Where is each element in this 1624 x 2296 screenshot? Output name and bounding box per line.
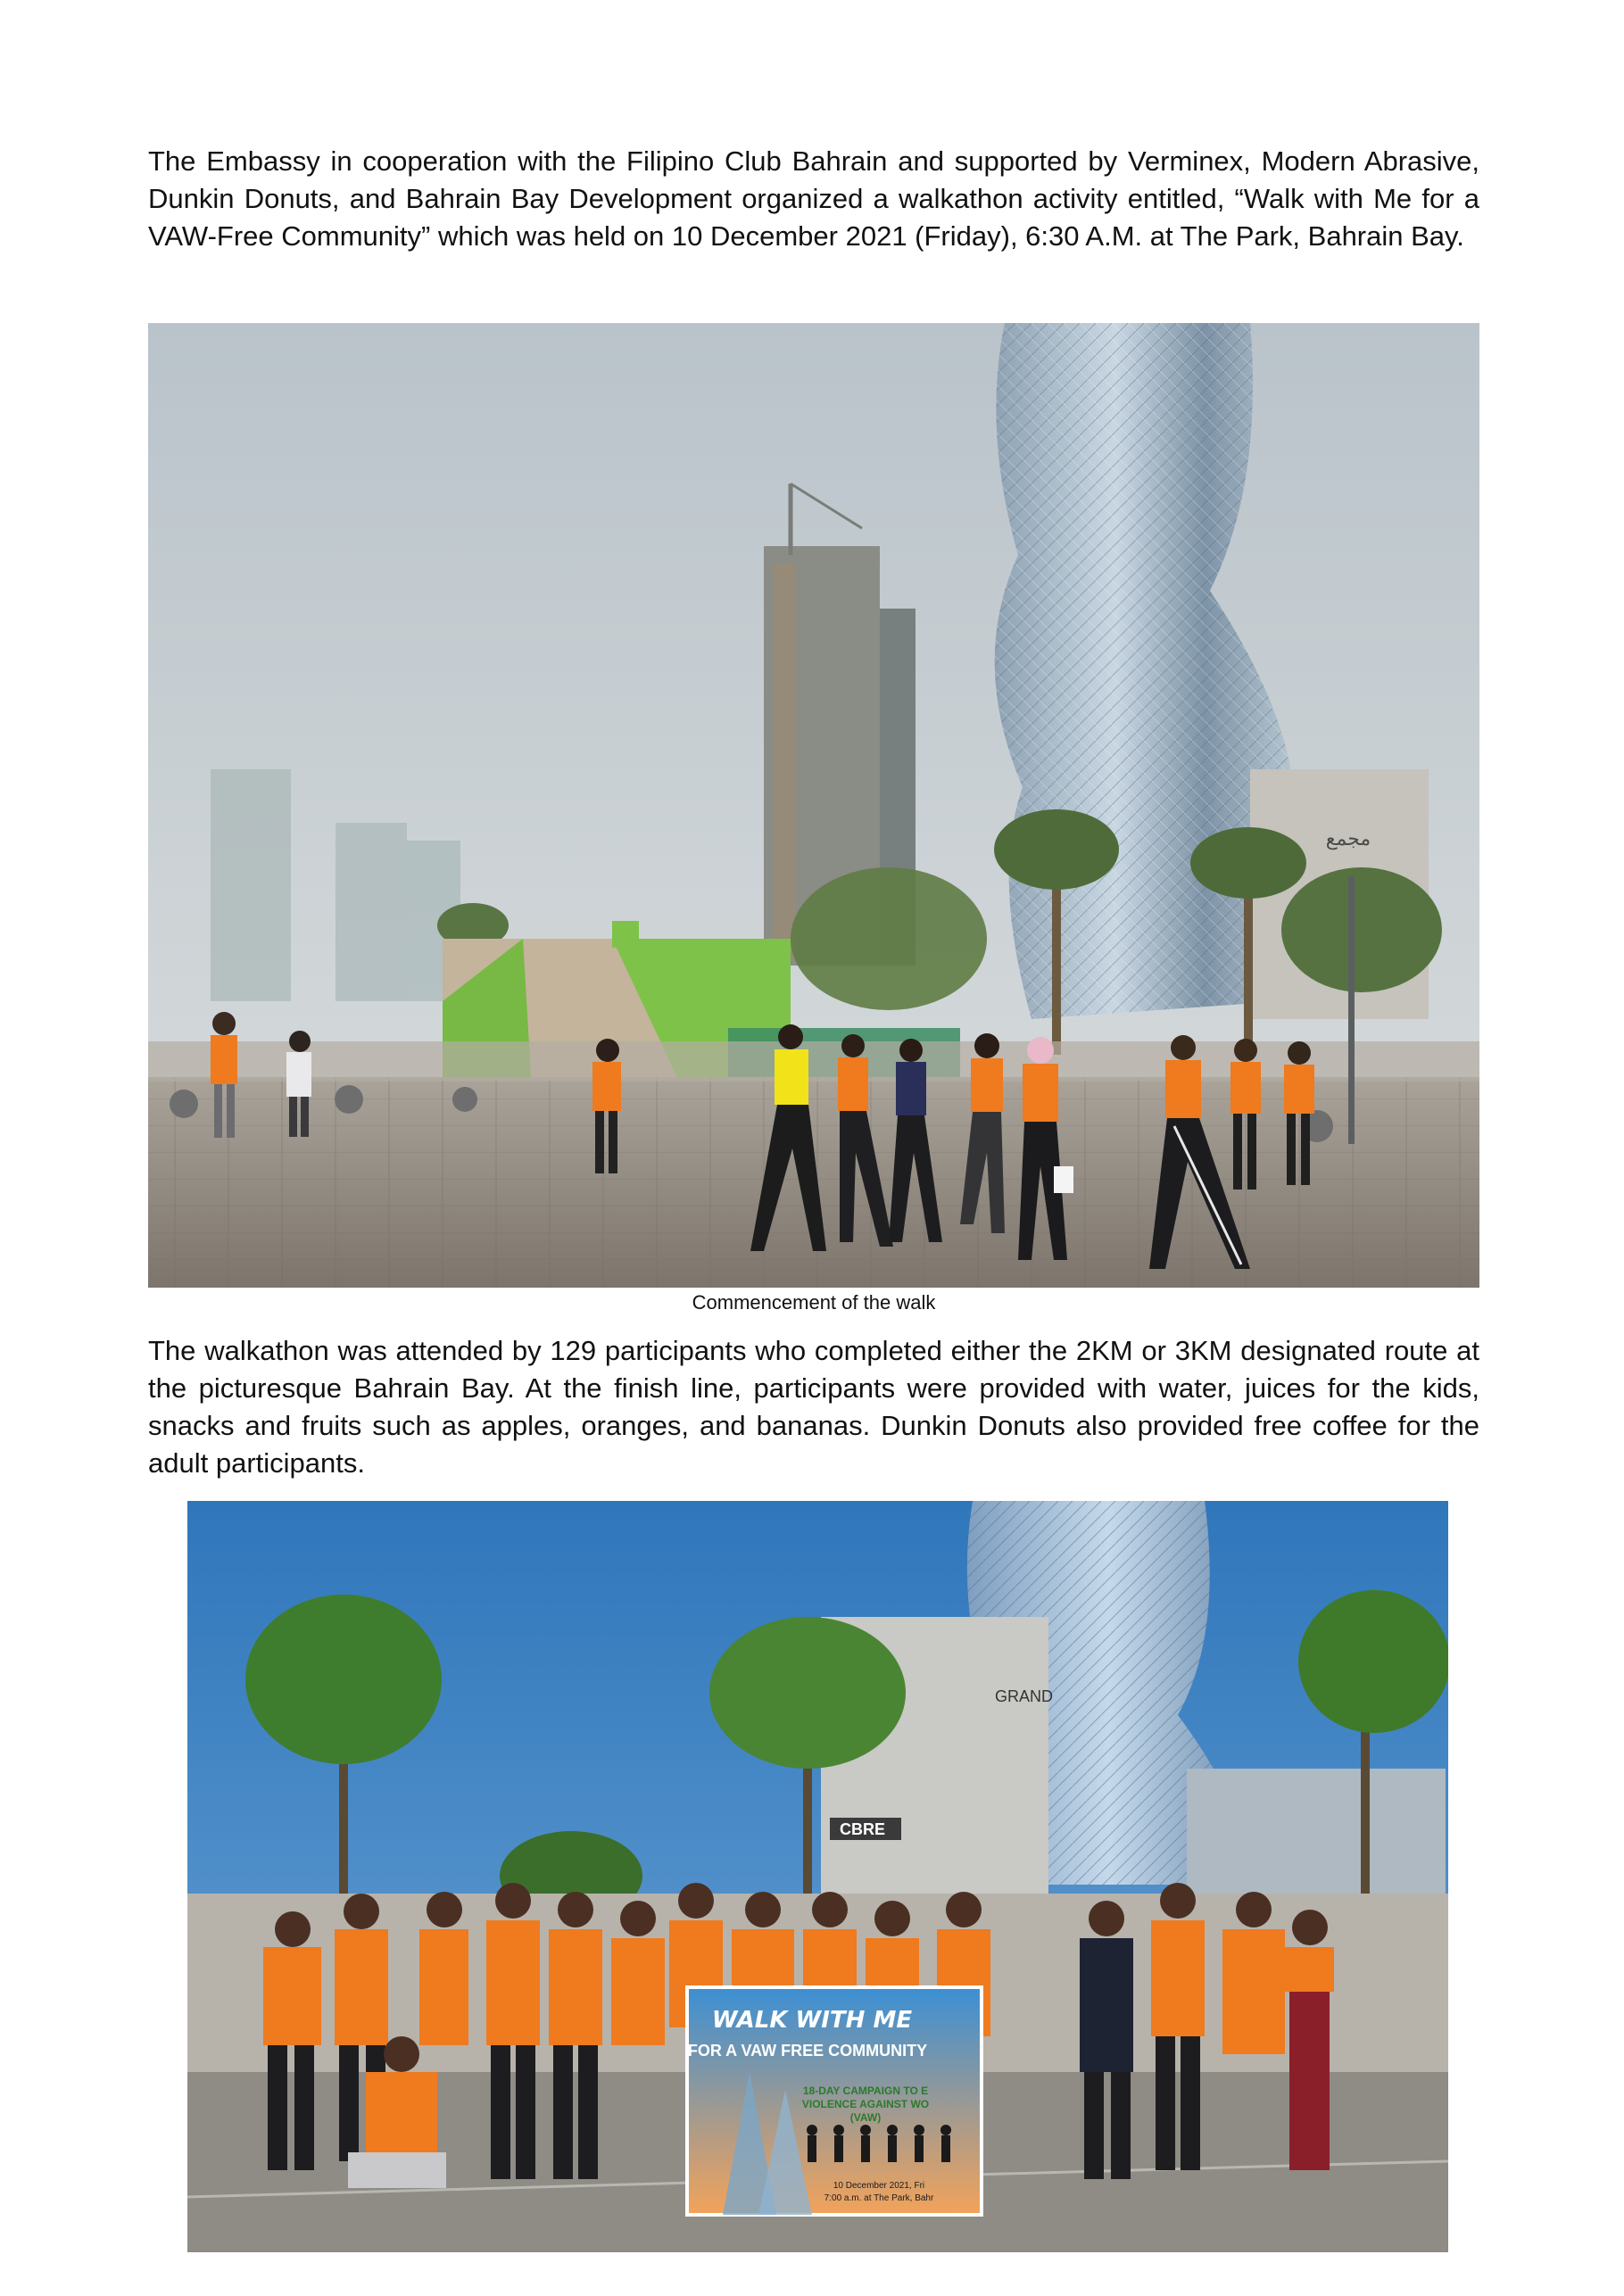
group-photo — [187, 1501, 1448, 2252]
banner-title: WALK WITH ME — [711, 2007, 913, 2034]
photo1-caption: Commencement of the walk — [692, 1291, 936, 1314]
mall-sign: مجمع — [1325, 828, 1371, 850]
walk-commencement-photo — [148, 323, 1479, 1288]
walk-commencement-scene — [148, 323, 1479, 1288]
group-photo-scene — [187, 1501, 1448, 2252]
body-paragraph: The walkathon was attended by 129 participants who completed either the 2KM or 3KM designated route at the picturesque Bahrain Bay. At the finish line, participants were provided with water, juices for the kids, snacks and fruits such as apples, oranges, and bananas. Dunkin Donuts also provided free coffee for the adult participants. — [148, 1335, 1479, 1479]
banner-campaign-line1: 18-DAY CAMPAIGN TO E — [802, 2085, 929, 2097]
banner-campaign-line3: (VAW) — [849, 2111, 882, 2124]
banner-subtitle: FOR A VAW FREE COMMUNITY — [687, 2042, 928, 2060]
cbre-sign: CBRE — [840, 1820, 886, 1838]
intro-paragraph: The Embassy in cooperation with the Filipino Club Bahrain and supported by Verminex, Modern Abrasive, Dunkin Donuts, and Bahrain Bay Development organized a walkathon activity entitled, “Walk with Me for a VAW-Free Community” which was held on 10 December 2021 (Friday), 6:30 A.M. at The Park, Bahrain Bay. — [148, 145, 1479, 252]
banner-venue: 7:00 a.m. at The Park, Bahr — [824, 2193, 934, 2203]
walk-banner — [687, 1987, 982, 2215]
banner-date: 10 December 2021, Fri — [833, 2181, 925, 2191]
grand-sign: GRAND — [995, 1687, 1054, 1705]
banner-campaign-line2: VIOLENCE AGAINST WO — [801, 2098, 930, 2110]
